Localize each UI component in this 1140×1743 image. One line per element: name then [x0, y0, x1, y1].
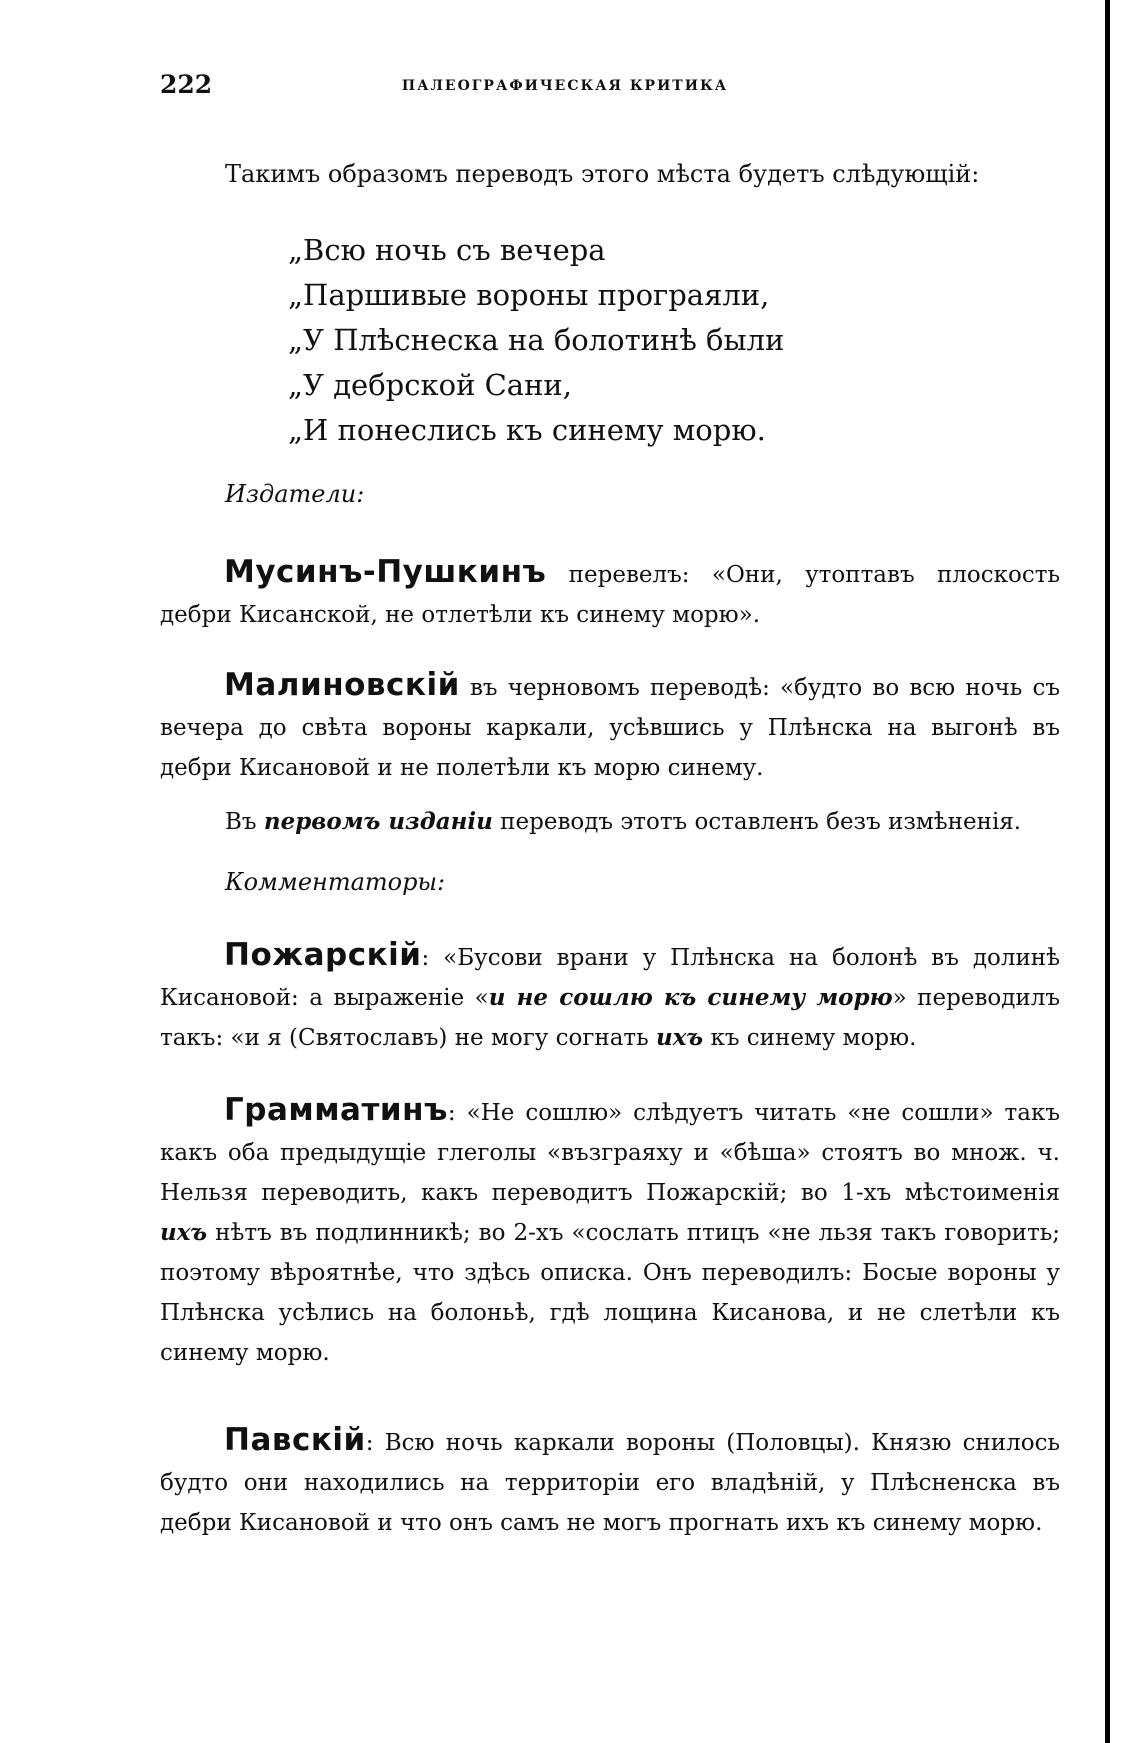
entry-text: : «Не сошлю» слѣдуетъ читать «не сошли» такъ какъ оба предыдущіе глеголы «възграяху и «бѣша» стоятъ во множ. ч. Нельзя переводить, какъ переводитъ Пожарскій; во 1-хъ мѣстоименія — [160, 1100, 1060, 1206]
entry-text: : «Бусови врани у Плѣнска на болонѣ въ долинѣ Кисановой: а выраженіе « — [160, 945, 1060, 1011]
note-prefix: Въ — [225, 809, 264, 835]
intro-line: Такимъ образомъ переводъ этого мѣста будетъ слѣдующій: — [225, 160, 980, 188]
entry-italic: ихъ — [655, 1024, 704, 1051]
page-header — [150, 70, 980, 110]
author-name: Малиновскій — [224, 667, 460, 703]
entry-text: перевелъ: «Они, утоптавъ плоскость дебри Кисанской, не отлетѣли къ синему морю». — [160, 562, 1060, 628]
first-edition-note — [225, 808, 1021, 835]
entry-pavsky — [160, 1420, 1060, 1543]
note-italic: первомъ изданіи — [263, 808, 493, 835]
poem-line: „И понеслись къ синему морю. — [288, 413, 766, 447]
entry-grammatin — [160, 1090, 1060, 1373]
scan-edge-line — [1105, 0, 1110, 1743]
poem-translation — [288, 228, 784, 453]
entry-italic: и не сошлю къ синему морю — [488, 984, 893, 1011]
poem-line: „У дебрской Сани, — [288, 368, 572, 402]
entry-malinovsky — [160, 665, 1060, 788]
entry-pozharsky — [160, 935, 1060, 1058]
section-commentators: Комментаторы: — [225, 868, 446, 896]
entry-musin-pushkin — [160, 552, 1060, 635]
author-name: Пожарскій — [224, 937, 422, 973]
running-title: ПАЛЕОГРАФИЧЕСКАЯ КРИТИКА — [401, 78, 729, 94]
section-publishers: Издатели: — [225, 480, 365, 508]
entry-text: къ синему морю. — [703, 1025, 917, 1051]
poem-line: „Паршивые вороны програяли, — [288, 278, 770, 312]
entry-text: нѣтъ въ подлинникѣ; во 2-хъ «сослать птицъ «не льзя такъ говорить; поэтому вѣроятнѣе, что здѣсь описка. Онъ переводилъ: Босые вороны у Плѣнска усѣлись на болоньѣ, гдѣ лощина Кисанова, и не слетѣли къ синему морю. — [160, 1220, 1060, 1366]
author-name: Грамматинъ — [224, 1092, 448, 1128]
entry-text: въ черновомъ переводѣ: «будто во всю ночь съ вечера до свѣта вороны каркали, усѣвшись у Плѣнска на выгонѣ въ дебри Кисановой и не полетѣли къ морю синему. — [160, 675, 1060, 781]
entry-italic: ихъ — [160, 1219, 208, 1246]
poem-line: „У Плѣснеска на болотинѣ были — [288, 323, 785, 357]
page-number: 222 — [160, 70, 213, 99]
entry-text: » переводилъ такъ: «и я (Святославъ) не могу согнать — [160, 985, 1060, 1051]
entry-text: : Всю ночь каркали вороны (Половцы). Князю снилось будто они находились на территоріи его владѣній, у Плѣсненска въ дебри Кисановой и что онъ самъ не могъ прогнать ихъ къ синему морю. — [160, 1430, 1060, 1536]
author-name: Павскій — [224, 1422, 366, 1458]
poem-line: „Всю ночь съ вечера — [288, 233, 606, 267]
note-suffix: переводъ этотъ оставленъ безъ измѣненія. — [492, 809, 1022, 835]
author-name: Мусинъ-Пушкинъ — [224, 554, 547, 590]
